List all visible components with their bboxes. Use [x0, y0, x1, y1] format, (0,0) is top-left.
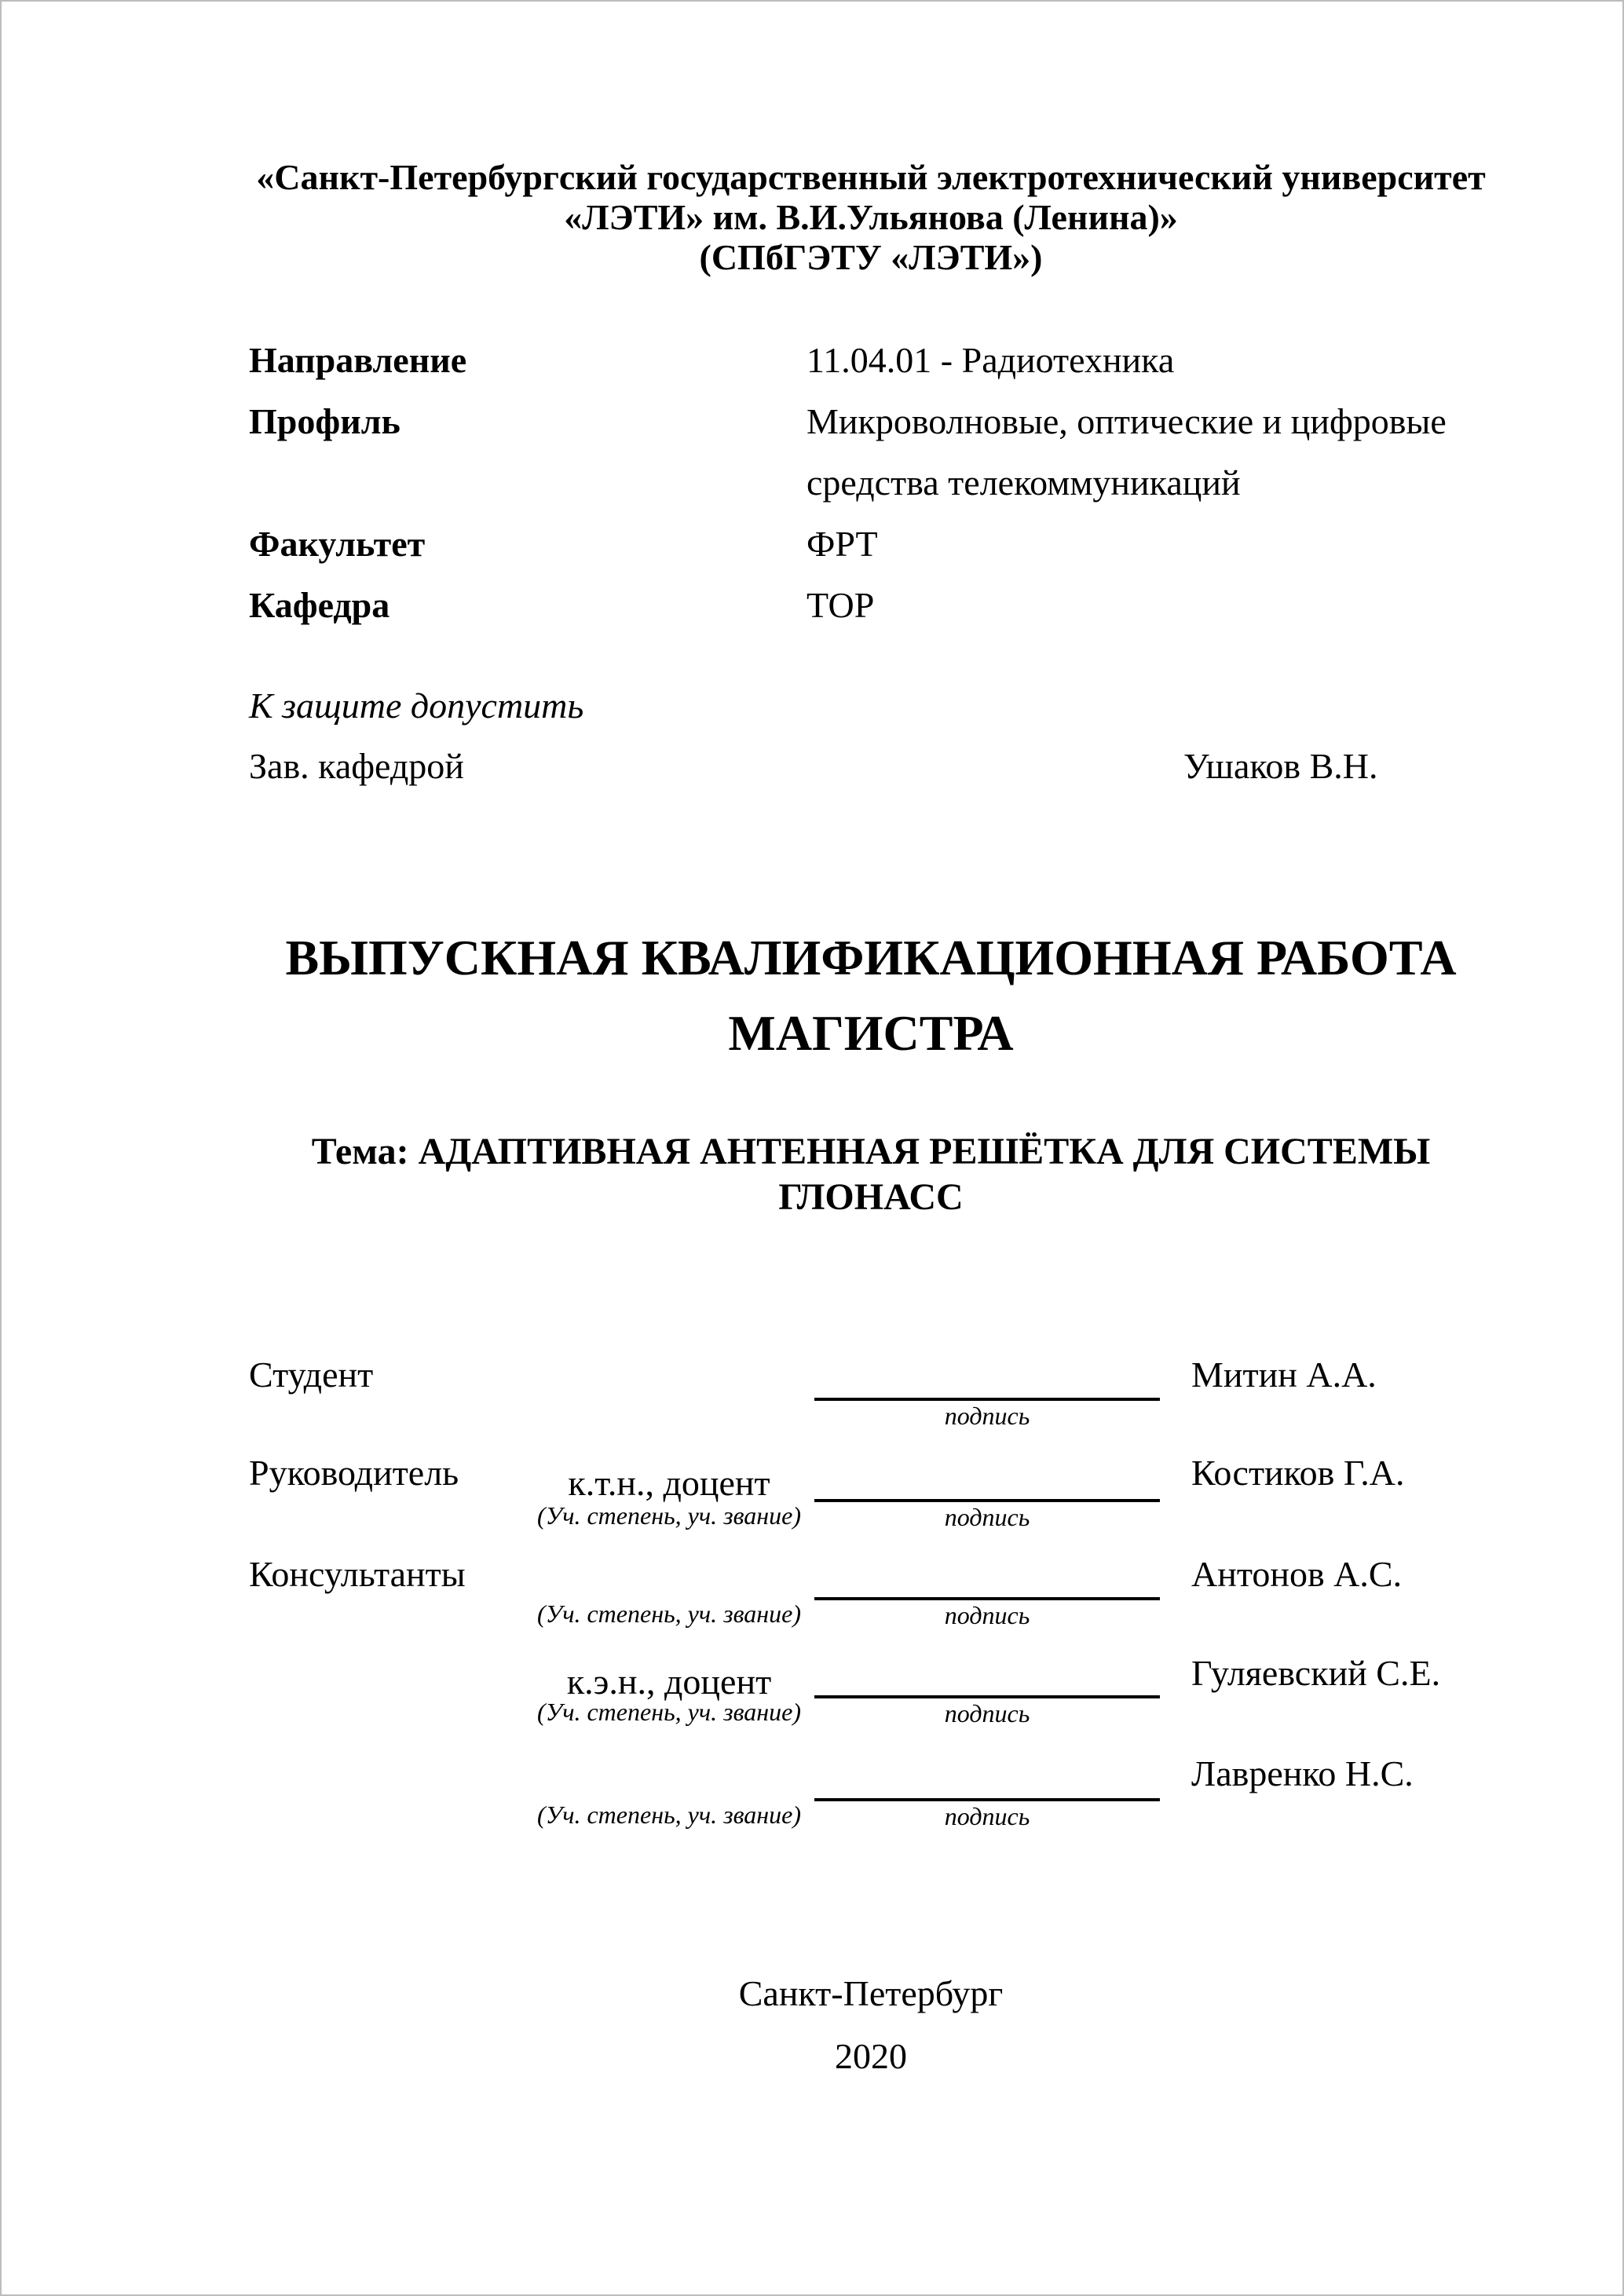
thesis-theme: Тема: АДАПТИВНАЯ АНТЕННАЯ РЕШЁТКА ДЛЯ СИСТЕМЫ ГЛОНАСС — [311, 1131, 1431, 1218]
consultant2-signature-caption: подпись — [944, 1699, 1030, 1727]
consultant1-degree-caption: (Уч. степень, уч. звание) — [537, 1600, 801, 1628]
supervisor-degree-caption: (Уч. степень, уч. звание) — [537, 1501, 801, 1530]
thesis-title — [237, 920, 1505, 1071]
university-header — [237, 157, 1505, 277]
direction-label: Направление — [249, 340, 467, 380]
supervisor-label: Руководитель — [249, 1453, 459, 1493]
department-label: Кафедра — [249, 585, 390, 625]
department-value: ТОР — [807, 585, 875, 625]
consultant2-name: Гуляевский С.Е. — [1191, 1653, 1441, 1693]
faculty-value: ФРТ — [807, 524, 878, 564]
direction-value: 11.04.01 - Радиотехника — [807, 340, 1175, 380]
consultant1-signature-caption: подпись — [944, 1601, 1030, 1629]
profile-label: Профиль — [249, 401, 401, 441]
student-name: Митин А.А. — [1191, 1355, 1377, 1395]
program-info-table — [249, 330, 1521, 636]
university-name-line2: «ЛЭТИ» им. В.И.Ульянова (Ленина)» — [564, 197, 1178, 237]
consultant1-name: Антонов А.С. — [1191, 1554, 1403, 1594]
info-row-department — [249, 575, 1521, 636]
consultant3-signature-line — [814, 1798, 1160, 1801]
consultant1-signature-line — [814, 1597, 1160, 1600]
footer — [237, 1962, 1505, 2088]
admission-permit-line: К защите допустить — [249, 686, 584, 726]
consultant2-signature-line — [814, 1695, 1160, 1698]
info-row-direction — [249, 330, 1521, 391]
supervisor-qualification: к.т.н., доцент — [568, 1463, 770, 1503]
thesis-title-line1: ВЫПУСКНАЯ КВАЛИФИКАЦИОННАЯ РАБОТА — [285, 930, 1457, 985]
consultant3-name: Лавренко Н.С. — [1191, 1753, 1414, 1793]
consultant2-qualification: к.э.н., доцент — [566, 1662, 772, 1702]
supervisor-signature-caption: подпись — [944, 1503, 1030, 1531]
supervisor-signature-line — [814, 1499, 1160, 1502]
student-signature-line — [814, 1398, 1160, 1401]
student-signature-caption: подпись — [944, 1402, 1030, 1430]
info-row-faculty — [249, 514, 1521, 575]
consultant3-signature-caption: подпись — [944, 1802, 1030, 1830]
university-name-line1: «Санкт-Петербургский государственный электротехнический университет — [256, 157, 1486, 197]
faculty-label: Факультет — [249, 524, 426, 564]
supervisor-name: Костиков Г.А. — [1191, 1453, 1405, 1493]
student-label: Студент — [249, 1355, 374, 1395]
consultant2-degree-caption: (Уч. степень, уч. звание) — [537, 1698, 801, 1726]
consultants-label: Консультанты — [249, 1554, 466, 1594]
consultant3-degree-caption: (Уч. степень, уч. звание) — [537, 1801, 801, 1829]
info-row-profile — [249, 391, 1521, 514]
department-head-label: Зав. кафедрой — [249, 746, 464, 786]
profile-value: Микроволновые, оптические и цифровые средства телекоммуникаций — [807, 401, 1447, 503]
department-head-name: Ушаков В.Н. — [1183, 746, 1378, 786]
thesis-title-line2: МАГИСТРА — [728, 1005, 1014, 1061]
footer-year: 2020 — [835, 2036, 907, 2076]
footer-city: Санкт-Петербург — [738, 1973, 1004, 2013]
university-name-line3: (СПбГЭТУ «ЛЭТИ») — [699, 237, 1043, 277]
